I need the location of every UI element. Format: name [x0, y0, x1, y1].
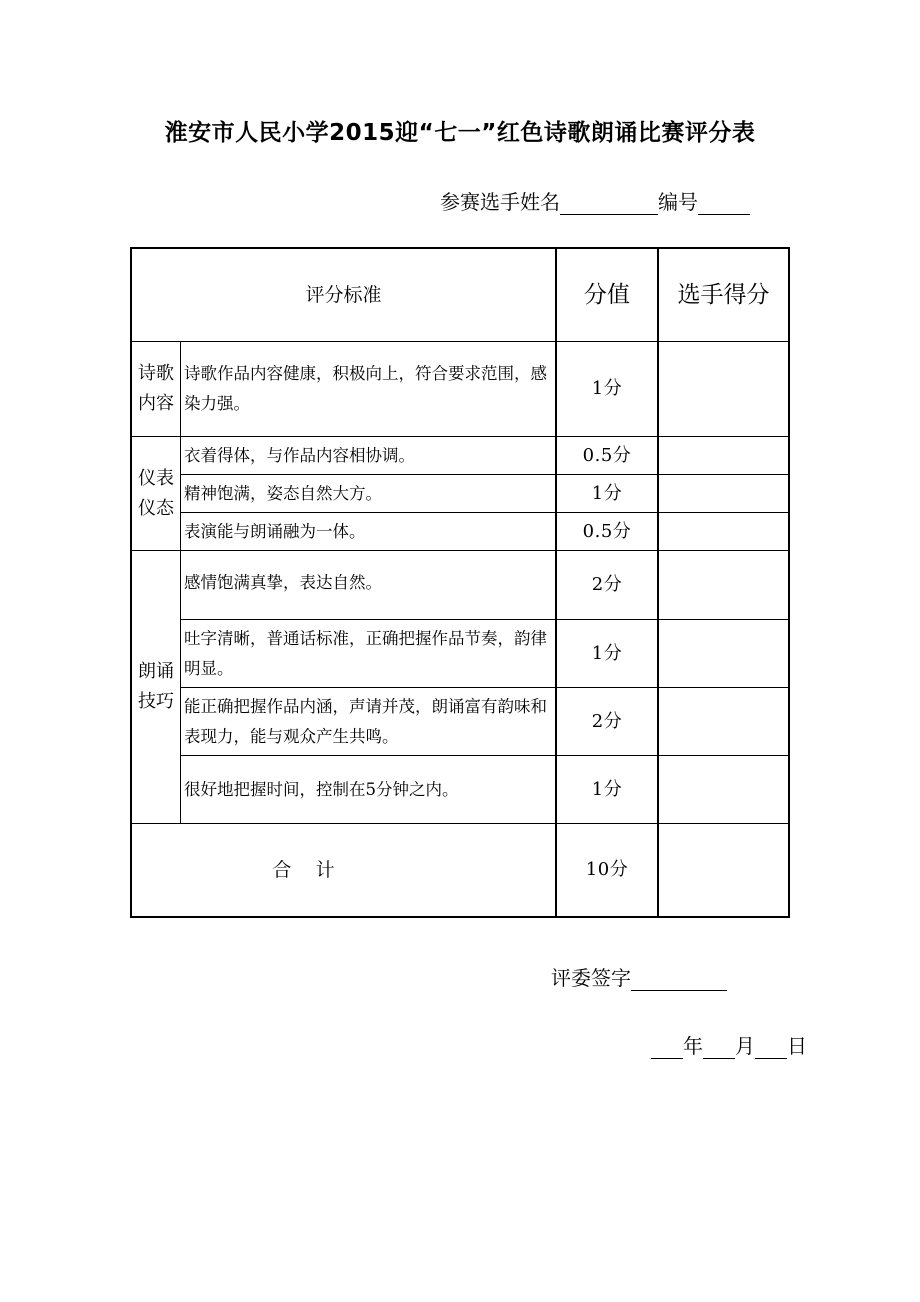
criterion-item: 衣着得体，与作品内容相协调。 [184, 445, 415, 465]
contestant-info [440, 186, 750, 215]
total-points: 10分 [585, 859, 629, 880]
score-input-cell[interactable] [659, 756, 788, 823]
criterion-item: 精神饱满，姿态自然大方。 [184, 483, 382, 503]
category-recitation-skill: 朗诵技巧 [138, 661, 174, 712]
day-blank[interactable] [755, 1038, 787, 1059]
points-value: 1分 [591, 642, 623, 664]
judge-signature-label: 评委签字 [551, 966, 631, 990]
points-value: 2分 [591, 574, 623, 595]
points-value: 1分 [591, 378, 623, 399]
table-border-bottom [130, 916, 790, 918]
date-line [651, 1030, 807, 1059]
criterion-item: 吐字清晰，普通话标准，正确把握作品节奏，韵律明显。 [184, 628, 547, 678]
year-blank[interactable] [651, 1038, 683, 1059]
score-input-cell[interactable] [659, 620, 788, 687]
points-value: 0.5分 [582, 520, 632, 542]
score-input-cell[interactable] [659, 437, 788, 474]
criterion-item: 能正确把握作品内涵，声请并茂，朗诵富有韵味和表现力，能与观众产生共鸣。 [184, 696, 547, 746]
total-score-cell[interactable] [659, 824, 788, 916]
judge-signature [551, 962, 727, 991]
judge-signature-blank[interactable] [631, 970, 727, 991]
header-points: 分值 [584, 282, 630, 308]
score-input-cell[interactable] [659, 513, 788, 550]
score-input-cell[interactable] [659, 688, 788, 755]
month-blank[interactable] [703, 1038, 735, 1059]
year-label: 年 [683, 1034, 703, 1058]
score-input-cell[interactable] [659, 551, 788, 619]
score-input-cell[interactable] [659, 475, 788, 512]
criterion-item: 很好地把握时间，控制在5分钟之内。 [184, 779, 459, 799]
total-label: 合 计 [272, 859, 335, 881]
table-border-right [788, 247, 790, 918]
header-criteria: 评分标准 [305, 284, 382, 306]
criterion-item: 表演能与朗诵融为一体。 [184, 521, 366, 541]
page-title: 淮安市人民小学2015迎“七一”红色诗歌朗诵比赛评分表 [164, 120, 756, 146]
contestant-name-blank[interactable] [560, 194, 658, 215]
points-value: 1分 [591, 778, 623, 800]
contestant-number-blank[interactable] [698, 194, 750, 215]
header-score: 选手得分 [677, 282, 770, 308]
criterion-item: 感情饱满真挚，表达自然。 [184, 573, 382, 592]
month-label: 月 [735, 1034, 755, 1058]
points-value: 2分 [591, 710, 623, 732]
contestant-name-label: 参赛选手姓名 [440, 190, 560, 214]
points-value: 1分 [591, 482, 623, 504]
score-input-cell[interactable] [659, 342, 788, 436]
score-table [130, 247, 790, 918]
contestant-number-label: 编号 [658, 190, 698, 214]
points-value: 0.5分 [582, 444, 632, 466]
day-label: 日 [787, 1034, 807, 1058]
category-poem-content: 诗歌内容 [138, 363, 174, 414]
category-appearance: 仪表仪态 [138, 467, 174, 519]
criterion-item: 诗歌作品内容健康，积极向上，符合要求范围，感染力强。 [184, 364, 547, 413]
